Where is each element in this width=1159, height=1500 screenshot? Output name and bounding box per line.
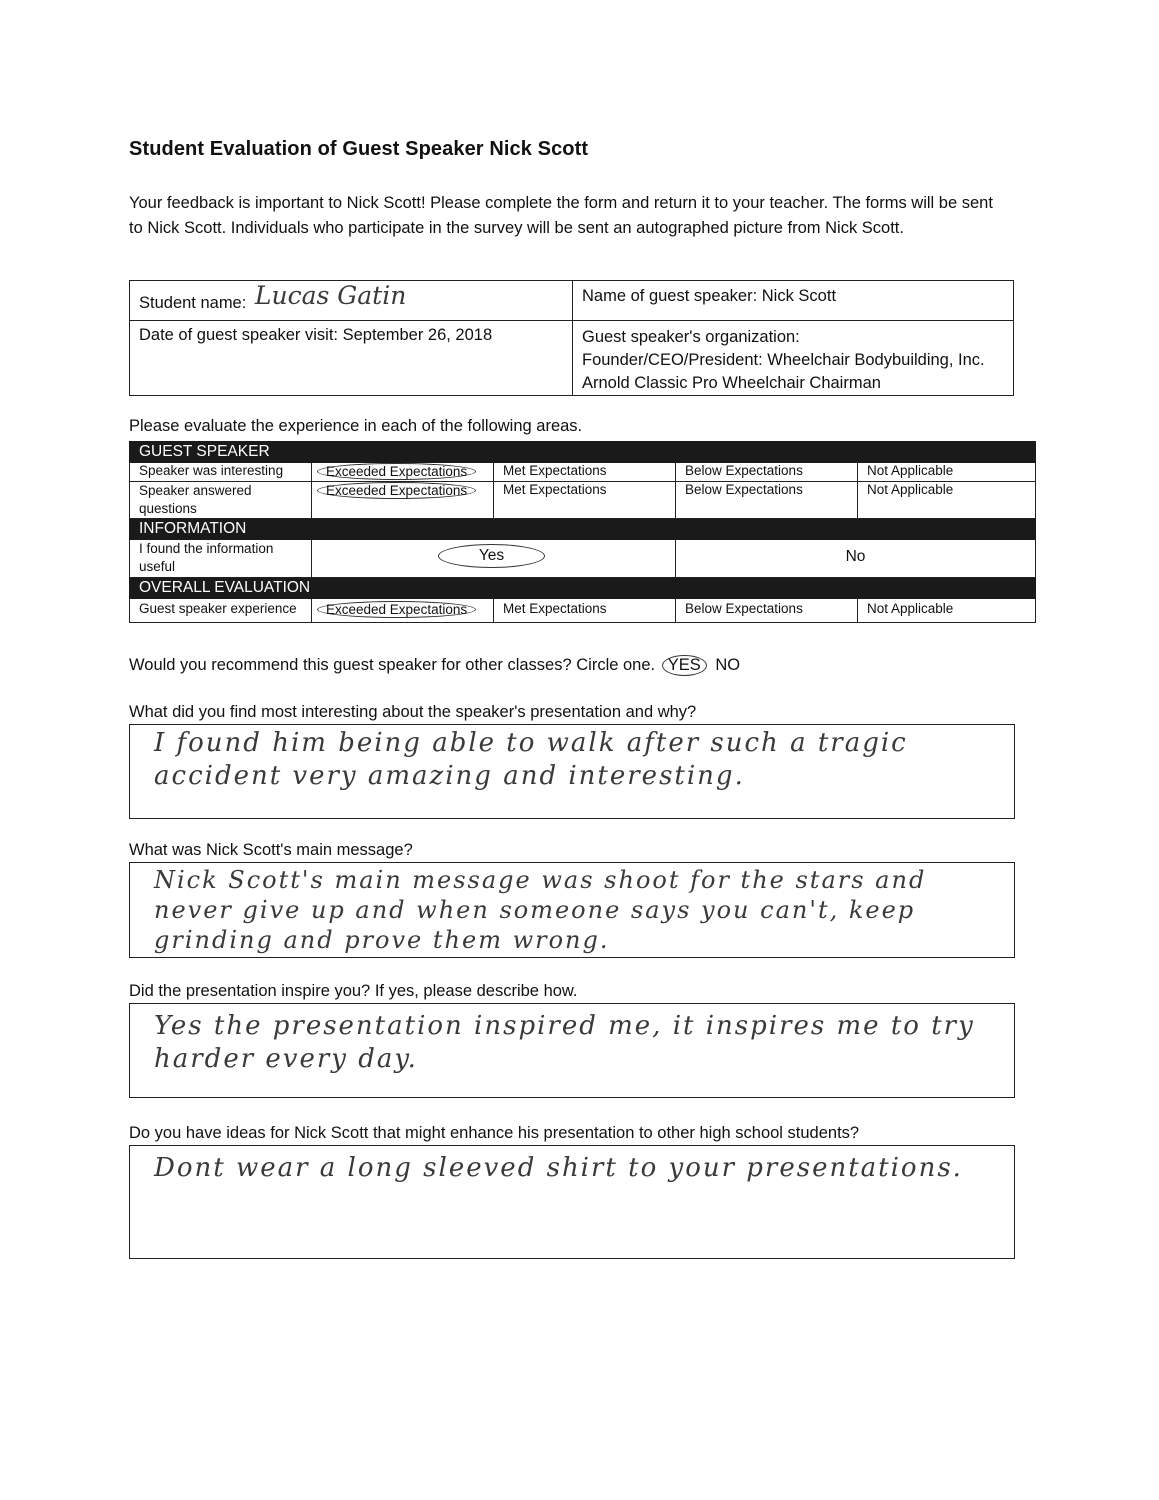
question-ideas: Do you have ideas for Nick Scott that might enhance his presentation to other high school students? — [129, 1124, 860, 1142]
option-met[interactable]: Met Expectations — [494, 599, 676, 623]
organization-line-2: Arnold Classic Pro Wheelchair Chairman — [582, 374, 881, 392]
organization-cell — [573, 321, 1014, 396]
question-inspire: Did the presentation inspire you? If yes, please describe how. — [129, 982, 578, 1000]
row-guest-speaker-experience — [130, 599, 1036, 623]
recommend-question-line — [129, 655, 740, 676]
option-below[interactable]: Below Expectations — [676, 482, 858, 519]
option-no[interactable]: No — [676, 540, 1036, 578]
speaker-name-cell: Name of guest speaker: Nick Scott — [573, 281, 1014, 321]
page-title: Student Evaluation of Guest Speaker Nick Scott — [129, 138, 589, 160]
visit-date-cell: Date of guest speaker visit: September 26, 2018 — [130, 321, 573, 396]
information-header: INFORMATION — [130, 519, 1036, 540]
answer-main-message[interactable]: Nick Scott's main message was shoot for the stars and never give up and when someone says you can't, keep grinding and prove them wrong. — [129, 862, 1015, 958]
answer-most-interesting[interactable]: I found him being able to walk after such a tragic accident very amazing and interesting. — [129, 724, 1015, 819]
recommend-question: Would you recommend this guest speaker for other classes? Circle one. — [129, 656, 656, 674]
answer-ideas[interactable]: Dont wear a long sleeved shirt to your presentations. — [129, 1145, 1015, 1259]
info-table — [129, 280, 1014, 396]
row-label: Speaker answered questions — [130, 482, 312, 519]
guest-speaker-header: GUEST SPEAKER — [130, 442, 1036, 463]
option-na[interactable]: Not Applicable — [858, 599, 1036, 623]
question-main-message: What was Nick Scott's main message? — [129, 841, 413, 859]
row-speaker-answered — [130, 482, 1036, 519]
recommend-no[interactable]: NO — [715, 656, 741, 674]
student-name-cell — [130, 281, 573, 321]
row-label: Guest speaker experience — [130, 599, 312, 623]
organization-label: Guest speaker's organization: — [582, 328, 800, 346]
evaluate-intro: Please evaluate the experience in each of the following areas. — [129, 417, 583, 435]
option-exceeded-selected[interactable]: Exceeded Expectations — [317, 482, 476, 499]
row-information-useful — [130, 540, 1036, 578]
option-below[interactable]: Below Expectations — [676, 463, 858, 482]
overall-header: OVERALL EVALUATION — [130, 578, 1036, 599]
row-label: Speaker was interesting — [130, 463, 312, 482]
option-yes-selected[interactable]: Yes — [438, 544, 545, 568]
option-met[interactable]: Met Expectations — [494, 463, 676, 482]
intro-paragraph: Your feedback is important to Nick Scott! Please complete the form and return it to your teacher. The forms will be sent to Nick Scott. Individuals who participate in the survey will be sent an autographed picture from Nick Scott. — [129, 194, 993, 237]
row-speaker-interesting — [130, 463, 1036, 482]
option-na[interactable]: Not Applicable — [858, 482, 1036, 519]
answer-inspire[interactable]: Yes the presentation inspired me, it inspires me to try harder every day. — [129, 1003, 1015, 1098]
option-exceeded-selected[interactable]: Exceeded Expectations — [317, 601, 476, 618]
recommend-yes-selected[interactable]: YES — [662, 655, 707, 676]
student-name-value[interactable]: Lucas Gatin — [254, 281, 407, 310]
option-below[interactable]: Below Expectations — [676, 599, 858, 623]
option-na[interactable]: Not Applicable — [858, 463, 1036, 482]
row-label: I found the information useful — [130, 540, 312, 578]
evaluation-table — [129, 441, 1036, 623]
student-name-label: Student name: — [139, 294, 247, 312]
option-exceeded-selected[interactable]: Exceeded Expectations — [317, 463, 476, 480]
organization-line-1: Founder/CEO/President: Wheelchair Bodybuilding, Inc. — [582, 351, 985, 369]
question-most-interesting: What did you find most interesting about the speaker's presentation and why? — [129, 703, 697, 721]
option-met[interactable]: Met Expectations — [494, 482, 676, 519]
